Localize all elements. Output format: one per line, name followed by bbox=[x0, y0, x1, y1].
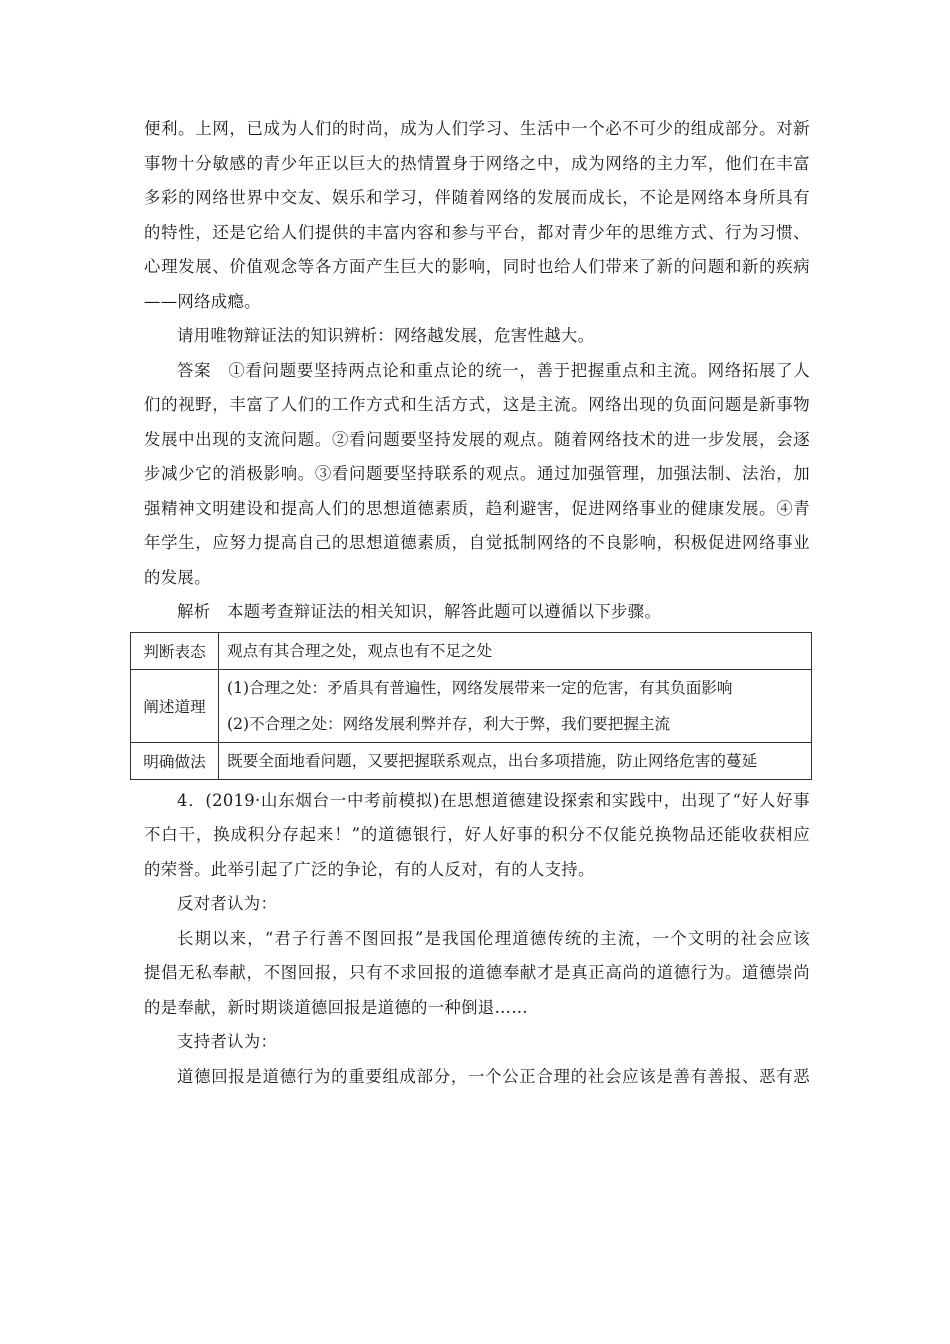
table-row bbox=[131, 669, 812, 742]
answer-paragraph bbox=[144, 354, 810, 596]
text-line: 事物十分敏感的青少年正以巨大的热情置身于网络之中，成为网络的主力军，他们在丰富 bbox=[144, 153, 810, 173]
paragraph-internet-intro bbox=[144, 112, 810, 319]
text-line: ——网络成瘾。 bbox=[144, 291, 261, 311]
table-row-header: 判断表态 bbox=[131, 632, 219, 669]
supporters-paragraph bbox=[144, 1060, 810, 1095]
text-line: 心理发展、价值观念等各方面产生巨大的影响，同时也给人们带来了新的问题和新的疾病 bbox=[144, 257, 810, 276]
question-4-line: 不白干，换成积分存起来！”的道德银行，好人好事的积分不仅能兑换物品还能收获相应 bbox=[144, 825, 810, 844]
table-cell-text: (1)合理之处：矛盾具有普遍性，网络发展带来一定的危害，有其负面影响 bbox=[227, 678, 733, 697]
table-cell-text: 观点有其合理之处，观点也有不足之处 bbox=[227, 641, 493, 660]
supporters-label: 支持者认为： bbox=[177, 1032, 278, 1051]
analysis-intro: 解析 本题考查辩证法的相关知识，解答此题可以遵循以下步骤。 bbox=[177, 602, 662, 621]
answer-line: 强精神文明建设和提高人们的思想道德素质，趋利避害，促进网络事业的健康发展。④青 bbox=[144, 498, 810, 518]
question-prompt: 请用唯物辩证法的知识辨析：网络越发展，危害性越大。 bbox=[177, 326, 595, 345]
table-row-header: 明确做法 bbox=[131, 742, 219, 779]
question-4-line: 的荣誉。此举引起了广泛的争论，有的人反对，有的人支持。 bbox=[144, 859, 595, 879]
answer-line: 步减少它的消极影响。③看问题要坚持联系的观点。通过加强管理，加强法制、法治，加 bbox=[144, 464, 810, 483]
opponents-line: 的是奉献，新时期谈道德回报是道德的一种倒退…… bbox=[144, 997, 528, 1017]
table-cell bbox=[219, 669, 812, 742]
text-line: 便利。上网，已成为人们的时尚，成为人们学习、生活中一个必不可少的组成部分。对新 bbox=[144, 119, 810, 138]
text-line: 的特性，还是它给人们提供的丰富内容和参与平台，都对青少年的思维方式、行为习惯、 bbox=[144, 222, 810, 242]
table-row bbox=[131, 632, 812, 669]
opponents-label: 反对者认为： bbox=[177, 894, 278, 913]
answer-line: 的发展。 bbox=[144, 567, 211, 587]
table-row-header: 阐述道理 bbox=[131, 669, 219, 742]
table-row bbox=[131, 742, 812, 779]
opponents-line: 长期以来，“君子行善不图回报”是我国伦理道德传统的主流，一个文明的社会应该 bbox=[177, 928, 810, 948]
opponents-line: 提倡无私奉献，不图回报，只有不求回报的道德奉献才是真正高尚的道德行为。道德崇尚 bbox=[144, 963, 810, 982]
answer-line: 答案 ①看问题要坚持两点论和重点论的统一，善于把握重点和主流。网络拓展了人 bbox=[177, 360, 810, 380]
table-cell-text: (2)不合理之处：网络发展利弊并存，利大于弊，我们要把握主流 bbox=[227, 714, 671, 733]
table-cell-text: 既要全面地看问题，又要把握联系观点，出台多项措施，防止网络危害的蔓延 bbox=[227, 751, 758, 770]
table-cell bbox=[219, 742, 812, 779]
supporters-line: 道德回报是道德行为的重要组成部分，一个公正合理的社会应该是善有善报、恶有恶 bbox=[177, 1066, 810, 1086]
text-line: 多彩的网络世界中交友、娱乐和学习，伴随着网络的发展而成长，不论是网络本身所具有 bbox=[144, 188, 810, 207]
analysis-table bbox=[130, 632, 812, 780]
opponents-paragraph bbox=[144, 922, 810, 1026]
table-cell bbox=[219, 632, 812, 669]
question-4 bbox=[144, 784, 810, 888]
answer-line: 年学生，应努力提高自己的思想道德素质，自觉抵制网络的不良影响，积极促进网络事业 bbox=[144, 533, 810, 552]
question-4-line: 4．(2019·山东烟台一中考前模拟)在思想道德建设探索和实践中，出现了“好人好事 bbox=[177, 790, 810, 810]
answer-line: 发展中出现的支流问题。②看问题要坚持发展的观点。随着网络技术的进一步发展，会逐 bbox=[144, 429, 810, 449]
document-page bbox=[144, 112, 810, 1094]
answer-line: 们的视野，丰富了人们的工作方式和生活方式，这是主流。网络出现的负面问题是新事物 bbox=[144, 395, 810, 414]
